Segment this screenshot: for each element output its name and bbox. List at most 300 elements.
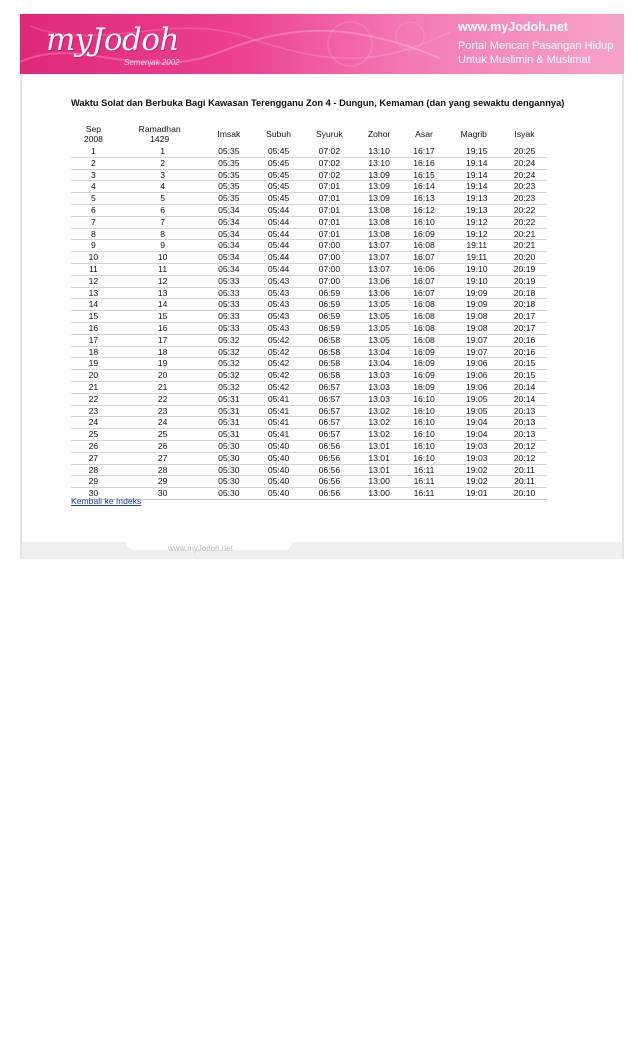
cell-ramadhan-day: 28 [157, 464, 168, 475]
table-row [71, 358, 547, 370]
cell-zohor: 13:09 [368, 193, 390, 204]
cell-syuruk: 06:57 [318, 417, 341, 428]
cell-isyak: 20:22 [513, 204, 536, 215]
cell-sep-day: 27 [88, 452, 99, 463]
cell-zohor: 13:07 [368, 263, 390, 274]
cell-sep-day: 28 [88, 464, 99, 475]
cell-magrib: 19:10 [466, 263, 488, 274]
cell-imsak: 05:35 [218, 146, 240, 156]
cell-ramadhan-day: 5 [160, 193, 166, 204]
cell-subuh: 05:45 [267, 157, 290, 168]
cell-isyak: 20:25 [513, 146, 536, 156]
cell-subuh: 05:43 [267, 275, 290, 286]
cell-zohor: 13:08 [368, 228, 390, 239]
cell-ramadhan-day: 12 [157, 275, 168, 286]
table-row [71, 204, 547, 216]
cell-magrib: 19:01 [466, 488, 488, 499]
cell-zohor: 13:01 [368, 440, 390, 451]
cell-imsak: 05:35 [218, 193, 240, 204]
cell-syuruk: 07:01 [318, 204, 341, 215]
cell-imsak: 05:34 [218, 252, 240, 263]
cell-asar: 16:13 [413, 193, 435, 204]
cell-ramadhan-day: 1 [160, 146, 166, 156]
cell-subuh: 05:43 [267, 311, 290, 322]
cell-isyak: 20:11 [514, 464, 535, 475]
cell-imsak: 05:35 [218, 157, 240, 168]
cell-imsak: 05:33 [218, 275, 240, 286]
header-imsak: Imsak [217, 129, 241, 139]
cell-subuh: 05:40 [267, 452, 290, 463]
cell-sep-day: 20 [88, 370, 99, 381]
cell-ramadhan-day: 18 [157, 346, 168, 357]
cell-isyak: 20:14 [513, 393, 536, 404]
cell-zohor: 13:01 [368, 464, 390, 475]
cell-isyak: 20:19 [513, 263, 536, 274]
cell-ramadhan-day: 20 [157, 370, 168, 381]
cell-isyak: 20:16 [513, 346, 536, 357]
cell-magrib: 19:15 [466, 146, 488, 156]
cell-asar: 16:07 [413, 252, 435, 263]
cell-subuh: 05:42 [267, 334, 290, 345]
cell-zohor: 13:01 [368, 452, 390, 463]
header-ramadhan-year: 1429 [150, 134, 170, 144]
cell-subuh: 05:43 [267, 322, 290, 333]
cell-sep-day: 23 [88, 405, 99, 416]
cell-magrib: 19:11 [466, 240, 488, 251]
cell-asar: 16:10 [413, 216, 435, 227]
cell-magrib: 19:05 [466, 393, 488, 404]
cell-subuh: 05:41 [267, 417, 290, 428]
cell-subuh: 05:42 [267, 370, 290, 381]
cell-imsak: 05:31 [218, 393, 240, 404]
cell-sep-day: 26 [88, 440, 99, 451]
cell-asar: 16:15 [413, 169, 435, 180]
cell-isyak: 20:17 [513, 311, 536, 322]
cell-imsak: 05:30 [218, 440, 240, 451]
table-row [71, 157, 547, 169]
cell-zohor: 13:08 [368, 216, 390, 227]
table-row [71, 193, 547, 205]
cell-imsak: 05:33 [218, 322, 240, 333]
cell-zohor: 13:02 [368, 417, 390, 428]
table-row [71, 488, 547, 500]
table-row [71, 311, 547, 323]
cell-imsak: 05:32 [218, 381, 240, 392]
cell-isyak: 20:15 [513, 370, 536, 381]
cell-imsak: 05:32 [218, 346, 240, 357]
table-row [71, 464, 547, 476]
cell-syuruk: 06:57 [318, 381, 341, 392]
cell-syuruk: 07:02 [318, 146, 341, 156]
table-row [71, 452, 547, 464]
cell-magrib: 19:08 [466, 311, 488, 322]
cell-asar: 16:09 [413, 370, 435, 381]
cell-imsak: 05:34 [218, 263, 240, 274]
cell-zohor: 13:00 [368, 476, 390, 487]
cell-ramadhan-day: 13 [157, 287, 168, 298]
cell-zohor: 13:08 [368, 204, 390, 215]
cell-syuruk: 06:57 [318, 405, 341, 416]
footer-url-text: www.myJodoh.net [168, 544, 233, 553]
cell-subuh: 05:42 [267, 358, 290, 369]
cell-imsak: 05:30 [218, 464, 240, 475]
table-row [71, 287, 547, 299]
cell-subuh: 05:40 [267, 476, 290, 487]
cell-asar: 16:10 [413, 440, 435, 451]
cell-isyak: 20:20 [513, 252, 536, 263]
cell-syuruk: 07:00 [318, 275, 341, 286]
cell-isyak: 20:19 [513, 275, 536, 286]
cell-isyak: 20:13 [513, 405, 536, 416]
cell-asar: 16:07 [413, 287, 435, 298]
cell-ramadhan-day: 26 [157, 440, 168, 451]
cell-sep-day: 14 [88, 299, 99, 310]
cell-ramadhan-day: 16 [157, 322, 168, 333]
cell-sep-day: 9 [90, 240, 96, 251]
cell-asar: 16:10 [413, 417, 435, 428]
cell-zohor: 13:07 [368, 252, 390, 263]
logo-text: myJodoh [46, 22, 179, 58]
cell-imsak: 05:34 [218, 204, 240, 215]
cell-magrib: 19:06 [466, 358, 488, 369]
cell-syuruk: 07:01 [318, 216, 341, 227]
table-row [71, 252, 547, 264]
cell-asar: 16:08 [413, 299, 435, 310]
cell-isyak: 20:21 [513, 228, 536, 239]
cell-subuh: 05:40 [267, 440, 290, 451]
cell-magrib: 19:12 [466, 228, 488, 239]
header-sep [71, 123, 116, 146]
cell-subuh: 05:45 [267, 181, 290, 192]
cell-isyak: 20:14 [513, 381, 536, 392]
cell-asar: 16:16 [413, 157, 435, 168]
table-row [71, 381, 547, 393]
table-row [71, 275, 547, 287]
cell-magrib: 19:14 [466, 181, 488, 192]
cell-sep-day: 10 [88, 252, 99, 263]
cell-isyak: 20:24 [513, 169, 536, 180]
cell-asar: 16:11 [413, 476, 435, 487]
cell-sep-day: 6 [90, 204, 96, 215]
table-row [71, 334, 547, 346]
table-row [71, 370, 547, 382]
cell-syuruk: 07:00 [318, 263, 341, 274]
cell-sep-day: 2 [90, 157, 96, 168]
cell-asar: 16:11 [413, 464, 435, 475]
cell-sep-day: 22 [88, 393, 99, 404]
cell-magrib: 19:02 [466, 464, 488, 475]
table-row [71, 405, 547, 417]
cell-syuruk: 06:57 [318, 393, 341, 404]
cell-imsak: 05:32 [218, 334, 240, 345]
cell-isyak: 20:11 [514, 476, 535, 487]
cell-syuruk: 06:59 [318, 299, 341, 310]
cell-sep-day: 21 [88, 381, 99, 392]
cell-ramadhan-day: 19 [157, 358, 168, 369]
cell-magrib: 19:08 [466, 322, 488, 333]
cell-isyak: 20:12 [513, 440, 536, 451]
table-row [71, 476, 547, 488]
cell-ramadhan-day: 30 [157, 488, 168, 499]
cell-imsak: 05:32 [218, 358, 240, 369]
table-row [71, 346, 547, 358]
cell-asar: 16:11 [413, 488, 435, 499]
cell-imsak: 05:31 [218, 405, 240, 416]
site-tagline [458, 39, 613, 67]
header-ramadhan-label: Ramadhan [138, 124, 181, 134]
cell-magrib: 19:07 [466, 334, 488, 345]
cell-sep-day: 1 [90, 146, 96, 156]
cell-asar: 16:09 [413, 228, 435, 239]
cell-zohor: 13:05 [368, 299, 390, 310]
cell-syuruk: 06:56 [318, 476, 341, 487]
cell-sep-day: 24 [88, 417, 99, 428]
cell-asar: 16:10 [413, 393, 435, 404]
cell-syuruk: 07:01 [318, 181, 341, 192]
cell-syuruk: 06:56 [318, 464, 341, 475]
table-row [71, 169, 547, 181]
cell-sep-day: 18 [88, 346, 99, 357]
cell-magrib: 19:06 [466, 370, 488, 381]
cell-syuruk: 06:58 [318, 334, 341, 345]
cell-imsak: 05:33 [218, 299, 240, 310]
table-row [71, 393, 547, 405]
cell-ramadhan-day: 8 [160, 228, 166, 239]
header-magrib: Magrib [460, 129, 487, 139]
cell-zohor: 13:10 [368, 146, 390, 156]
cell-syuruk: 06:57 [318, 429, 341, 440]
cell-asar: 16:09 [413, 358, 435, 369]
cell-asar: 16:17 [413, 146, 435, 156]
cell-zohor: 13:00 [368, 488, 390, 499]
cell-syuruk: 07:01 [318, 193, 341, 204]
cell-ramadhan-day: 22 [157, 393, 168, 404]
cell-syuruk: 07:00 [318, 240, 341, 251]
cell-subuh: 05:45 [267, 193, 290, 204]
page-footer [22, 542, 622, 559]
cell-isyak: 20:16 [513, 334, 536, 345]
cell-ramadhan-day: 2 [160, 157, 166, 168]
cell-asar: 16:07 [413, 275, 435, 286]
cell-magrib: 19:04 [466, 429, 488, 440]
cell-zohor: 13:07 [368, 240, 390, 251]
cell-isyak: 20:18 [513, 299, 536, 310]
cell-asar: 16:06 [413, 263, 435, 274]
cell-magrib: 19:02 [466, 476, 488, 487]
cell-magrib: 19:03 [466, 452, 488, 463]
cell-asar: 16:08 [413, 334, 435, 345]
cell-subuh: 05:43 [267, 287, 290, 298]
site-logo[interactable] [46, 22, 179, 58]
table-row [71, 146, 547, 157]
cell-zohor: 13:09 [368, 169, 390, 180]
cell-isyak: 20:22 [513, 216, 536, 227]
header-isyak: Isyak [514, 129, 535, 139]
cell-syuruk: 06:56 [318, 440, 341, 451]
cell-magrib: 19:13 [466, 204, 488, 215]
cell-sep-day: 30 [88, 488, 99, 499]
cell-zohor: 13:10 [368, 157, 390, 168]
cell-imsak: 05:34 [218, 240, 240, 251]
cell-ramadhan-day: 11 [158, 263, 168, 274]
cell-subuh: 05:44 [267, 240, 290, 251]
cell-sep-day: 29 [88, 476, 99, 487]
cell-magrib: 19:14 [466, 157, 488, 168]
cell-asar: 16:09 [413, 381, 435, 392]
cell-magrib: 19:14 [466, 169, 488, 180]
cell-asar: 16:12 [413, 204, 435, 215]
cell-imsak: 05:33 [218, 311, 240, 322]
cell-ramadhan-day: 4 [160, 181, 166, 192]
cell-zohor: 13:03 [368, 370, 390, 381]
cell-syuruk: 06:58 [318, 358, 341, 369]
cell-asar: 16:08 [413, 322, 435, 333]
page-title: Waktu Solat dan Berbuka Bagi Kawasan Terengganu Zon 4 - Dungun, Kemaman (dan yang sewaktu dengannya) [71, 98, 565, 108]
cell-subuh: 05:44 [267, 263, 290, 274]
cell-subuh: 05:40 [267, 464, 290, 475]
cell-subuh: 05:41 [267, 393, 290, 404]
cell-subuh: 05:44 [267, 252, 290, 263]
cell-subuh: 05:45 [267, 146, 290, 156]
cell-ramadhan-day: 27 [157, 452, 168, 463]
cell-sep-day: 4 [90, 181, 96, 192]
header-sep-month: Sep [85, 124, 102, 134]
cell-sep-day: 5 [90, 193, 96, 204]
cell-asar: 16:10 [413, 405, 435, 416]
cell-subuh: 05:40 [267, 488, 290, 499]
cell-syuruk: 07:02 [318, 157, 341, 168]
cell-zohor: 13:05 [368, 322, 390, 333]
cell-imsak: 05:34 [218, 228, 240, 239]
cell-subuh: 05:42 [267, 381, 290, 392]
cell-isyak: 20:24 [513, 157, 536, 168]
table-row [71, 429, 547, 441]
cell-imsak: 05:31 [218, 429, 240, 440]
cell-imsak: 05:32 [218, 370, 240, 381]
cell-imsak: 05:31 [218, 417, 240, 428]
cell-subuh: 05:44 [267, 228, 290, 239]
cell-sep-day: 12 [88, 275, 99, 286]
site-banner [20, 14, 624, 74]
header-asar: Asar [415, 129, 433, 139]
site-url-text: www.myJodoh.net [458, 20, 568, 34]
cell-syuruk: 06:58 [318, 370, 341, 381]
cell-sep-day: 3 [90, 169, 96, 180]
cell-asar: 16:14 [413, 181, 435, 192]
tagline-line-2: Untuk Muslimin & Muslimat [458, 54, 591, 66]
cell-imsak: 05:30 [218, 476, 240, 487]
table-row [71, 263, 547, 275]
cell-magrib: 19:09 [466, 299, 488, 310]
cell-magrib: 19:05 [466, 405, 488, 416]
cell-ramadhan-day: 24 [157, 417, 168, 428]
cell-ramadhan-day: 3 [160, 169, 166, 180]
cell-asar: 16:09 [413, 346, 435, 357]
cell-imsak: 05:30 [218, 452, 240, 463]
cell-subuh: 05:45 [267, 169, 290, 180]
cell-ramadhan-day: 15 [157, 311, 168, 322]
table-row [71, 322, 547, 334]
cell-isyak: 20:23 [513, 181, 536, 192]
cell-syuruk: 07:00 [318, 252, 341, 263]
cell-syuruk: 06:59 [318, 311, 341, 322]
cell-asar: 16:08 [413, 311, 435, 322]
cell-subuh: 05:41 [267, 405, 290, 416]
header-ramadhan [116, 123, 204, 146]
cell-isyak: 20:23 [513, 193, 536, 204]
cell-subuh: 05:44 [267, 204, 290, 215]
cell-syuruk: 06:56 [318, 452, 341, 463]
cell-magrib: 19:04 [466, 417, 488, 428]
cell-asar: 16:10 [413, 452, 435, 463]
cell-syuruk: 07:02 [318, 169, 341, 180]
cell-sep-day: 19 [88, 358, 99, 369]
tagline-line-1: Portal Mencari Pasangan Hidup [458, 40, 614, 52]
cell-syuruk: 07:01 [318, 228, 341, 239]
cell-zohor: 13:05 [368, 311, 390, 322]
cell-magrib: 19:12 [466, 216, 488, 227]
cell-sep-day: 25 [88, 429, 99, 440]
cell-magrib: 19:13 [466, 193, 488, 204]
cell-isyak: 20:18 [513, 287, 536, 298]
cell-syuruk: 06:56 [318, 488, 341, 499]
cell-zohor: 13:02 [368, 429, 390, 440]
cell-sep-day: 13 [88, 287, 99, 298]
cell-ramadhan-day: 29 [157, 476, 168, 487]
table-row [71, 440, 547, 452]
cell-subuh: 05:41 [267, 429, 290, 440]
cell-isyak: 20:12 [513, 452, 536, 463]
table-body [71, 146, 547, 499]
cell-subuh: 05:43 [267, 299, 290, 310]
cell-zohor: 13:06 [368, 275, 390, 286]
cell-ramadhan-day: 7 [160, 216, 166, 227]
cell-isyak: 20:13 [513, 417, 536, 428]
cell-magrib: 19:06 [466, 381, 488, 392]
cell-ramadhan-day: 10 [157, 252, 168, 263]
cell-sep-day: 8 [90, 228, 96, 239]
cell-isyak: 20:13 [513, 429, 536, 440]
table-row [71, 417, 547, 429]
since-text: Semenjak 2002 [124, 58, 180, 67]
cell-sep-day: 16 [88, 322, 99, 333]
table-row [71, 228, 547, 240]
table-header-row [71, 123, 547, 146]
cell-zohor: 13:09 [368, 181, 390, 192]
table-row [71, 216, 547, 228]
cell-subuh: 05:42 [267, 346, 290, 357]
cell-zohor: 13:05 [368, 334, 390, 345]
cell-isyak: 20:10 [513, 488, 536, 499]
cell-magrib: 19:07 [466, 346, 488, 357]
cell-asar: 16:08 [413, 240, 435, 251]
header-zohor: Zohor [367, 129, 391, 139]
table-row [71, 181, 547, 193]
cell-sep-day: 7 [90, 216, 96, 227]
cell-sep-day: 11 [88, 263, 98, 274]
cell-ramadhan-day: 23 [157, 405, 168, 416]
header-syuruk: Syuruk [315, 129, 343, 139]
table-row [71, 240, 547, 252]
cell-ramadhan-day: 25 [157, 429, 168, 440]
header-sep-year: 2008 [83, 134, 103, 144]
header-subuh: Subuh [266, 129, 291, 139]
table-row [71, 299, 547, 311]
cell-ramadhan-day: 14 [157, 299, 168, 310]
back-to-index-link[interactable]: Kembali ke Indeks [71, 496, 142, 506]
cell-ramadhan-day: 6 [160, 204, 166, 215]
cell-imsak: 05:33 [218, 287, 240, 298]
